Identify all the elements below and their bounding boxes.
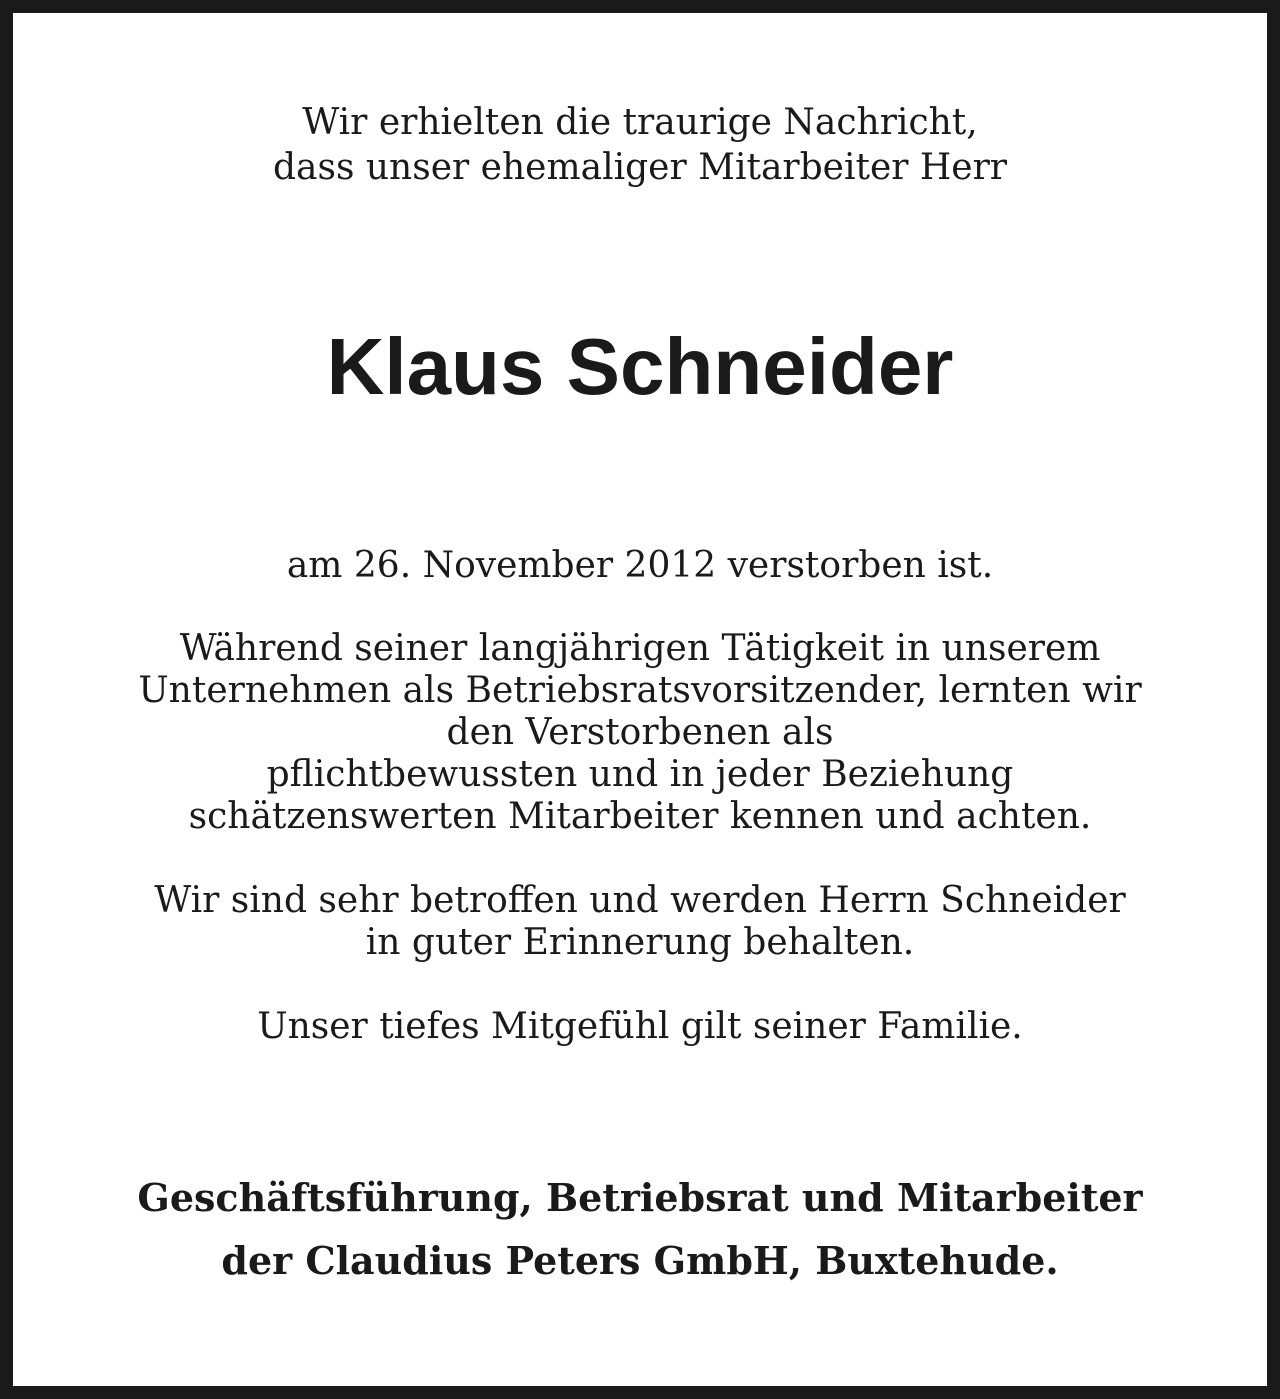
tribute-line-3: den Verstorbenen als: [446, 712, 834, 753]
signature-line-1: Geschäftsführung, Betriebsrat und Mitarbeiter: [137, 1175, 1143, 1220]
condolence-line: Unser tiefes Mitgefühl gilt seiner Familie.: [257, 1006, 1023, 1047]
tribute-line-5: schätzenswerten Mitarbeiter kennen und achten.: [188, 796, 1092, 837]
remembrance-line-1: Wir sind sehr betroffen und werden Herrn Schneider: [154, 880, 1126, 921]
signature-line-2: der Claudius Peters GmbH, Buxtehude.: [221, 1238, 1059, 1283]
intro-line-2: dass unser ehemaliger Mitarbeiter Herr: [272, 147, 1008, 188]
tribute-line-2: Unternehmen als Betriebsratsvorsitzender, lernten wir: [138, 670, 1142, 711]
deceased-name: Klaus Schneider: [326, 322, 954, 411]
tribute-line-4: pflichtbewussten und in jeder Beziehung: [266, 754, 1014, 795]
intro-line-1: Wir erhielten die traurige Nachricht,: [302, 102, 978, 143]
death-date-line: am 26. November 2012 verstorben ist.: [286, 545, 994, 586]
tribute-line-1: Während seiner langjährigen Tätigkeit in unserem: [179, 628, 1101, 669]
remembrance-line-2: in guter Erinnerung behalten.: [365, 922, 915, 963]
